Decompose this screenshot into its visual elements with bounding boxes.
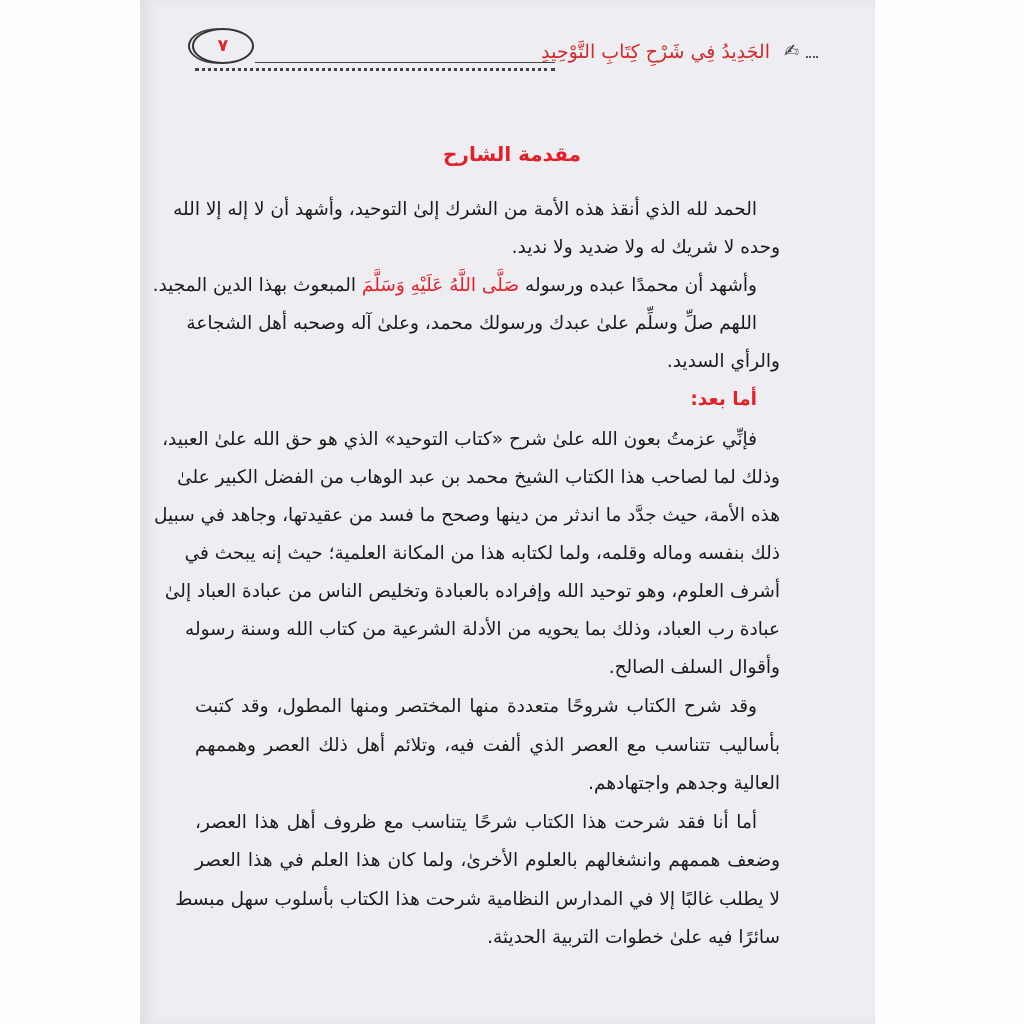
text-line: ذلك بنفسه وماله وقلمه، ولما لكتابه هذا من المكانة العلمية؛ حيث إنه يبحث في — [184, 543, 780, 564]
text-line: وأقوال السلف الصالح. — [608, 657, 780, 678]
dots-ornament-icon — [806, 56, 818, 58]
text-segment: المبعوث بهذا الدين المجيد. — [152, 275, 356, 296]
text-line: هذه الأمة، حيث جدَّد ما اندثر من دينها وصحح ما فسد من عقيدتها، وجاهد في سبيل — [154, 505, 780, 526]
text-segment: وأشهد أن محمدًا عبده ورسوله — [525, 275, 757, 296]
text-line: اللهم صلِّ وسلِّم علىٰ عبدك ورسولك محمد، وعلىٰ آله وصحبه أهل الشجاعة — [186, 313, 757, 334]
text-line: سائرًا فيه علىٰ خطوات التربية الحديثة. — [487, 927, 780, 948]
text-line — [152, 271, 757, 301]
text-line: وقد شرح الكتاب شروحًا متعددة منها المختصر ومنها المطول، وقد كتبت — [195, 696, 757, 717]
page-number: ٧ — [192, 28, 254, 64]
text-line: أشرف العلوم، وهو توحيد الله وإفراده بالعبادة وتخليص الناس من عبادة العباد إلىٰ — [164, 581, 780, 602]
subheading: أما بعد: — [690, 389, 757, 410]
text-line: عبادة رب العباد، وذلك بما يحويه من الأدلة الشرعية من كتاب الله وسنة رسوله — [185, 619, 780, 640]
text-line: وحده لا شريك له ولا ضديد ولا نديد. — [511, 237, 780, 258]
header-rule — [255, 62, 555, 63]
text-line: فإنِّي عزمتُ بعون الله علىٰ شرح «كتاب التوحيد» الذي هو حق الله علىٰ العبيد، — [162, 429, 757, 450]
text-line: الحمد لله الذي أنقذ هذه الأمة من الشرك إلىٰ التوحيد، وأشهد أن لا إله إلا الله — [173, 199, 757, 220]
pen-icon: ✍ — [784, 41, 800, 62]
section-title: مقدمة الشارح — [443, 142, 581, 166]
text-line: والرأي السديد. — [666, 351, 780, 372]
salawat-phrase: صَلَّى اللَّهُ عَلَيْهِ وَسَلَّمَ — [361, 275, 520, 296]
text-line: أما أنا فقد شرحت هذا الكتاب شرحًا يتناسب مع ظروف أهل هذا العصر، — [195, 812, 757, 833]
text-line: لا يطلب غالبًا إلا في المدارس النظامية شرحت هذا الكتاب بأسلوب سهل مبسط — [175, 889, 780, 910]
text-line: وذلك لما لصاحب هذا الكتاب الشيخ محمد بن عبد الوهاب من الفضل الكبير علىٰ — [177, 467, 780, 488]
text-line: العالية وجدهم واجتهادهم. — [588, 773, 780, 794]
header-dotted-rule — [195, 68, 555, 71]
text-line: وضعف هممهم وانشغالهم بالعلوم الأخرىٰ، ولما كان هذا العلم في هذا العصر — [195, 850, 780, 871]
running-header-title: الجَدِيدُ فِي شَرْحِ كِتَابِ التَّوْحِيدِ — [541, 41, 770, 63]
text-line: بأساليب تتناسب مع العصر الذي ألفت فيه، وتلائم أهل ذلك العصر وهممهم — [195, 735, 780, 756]
